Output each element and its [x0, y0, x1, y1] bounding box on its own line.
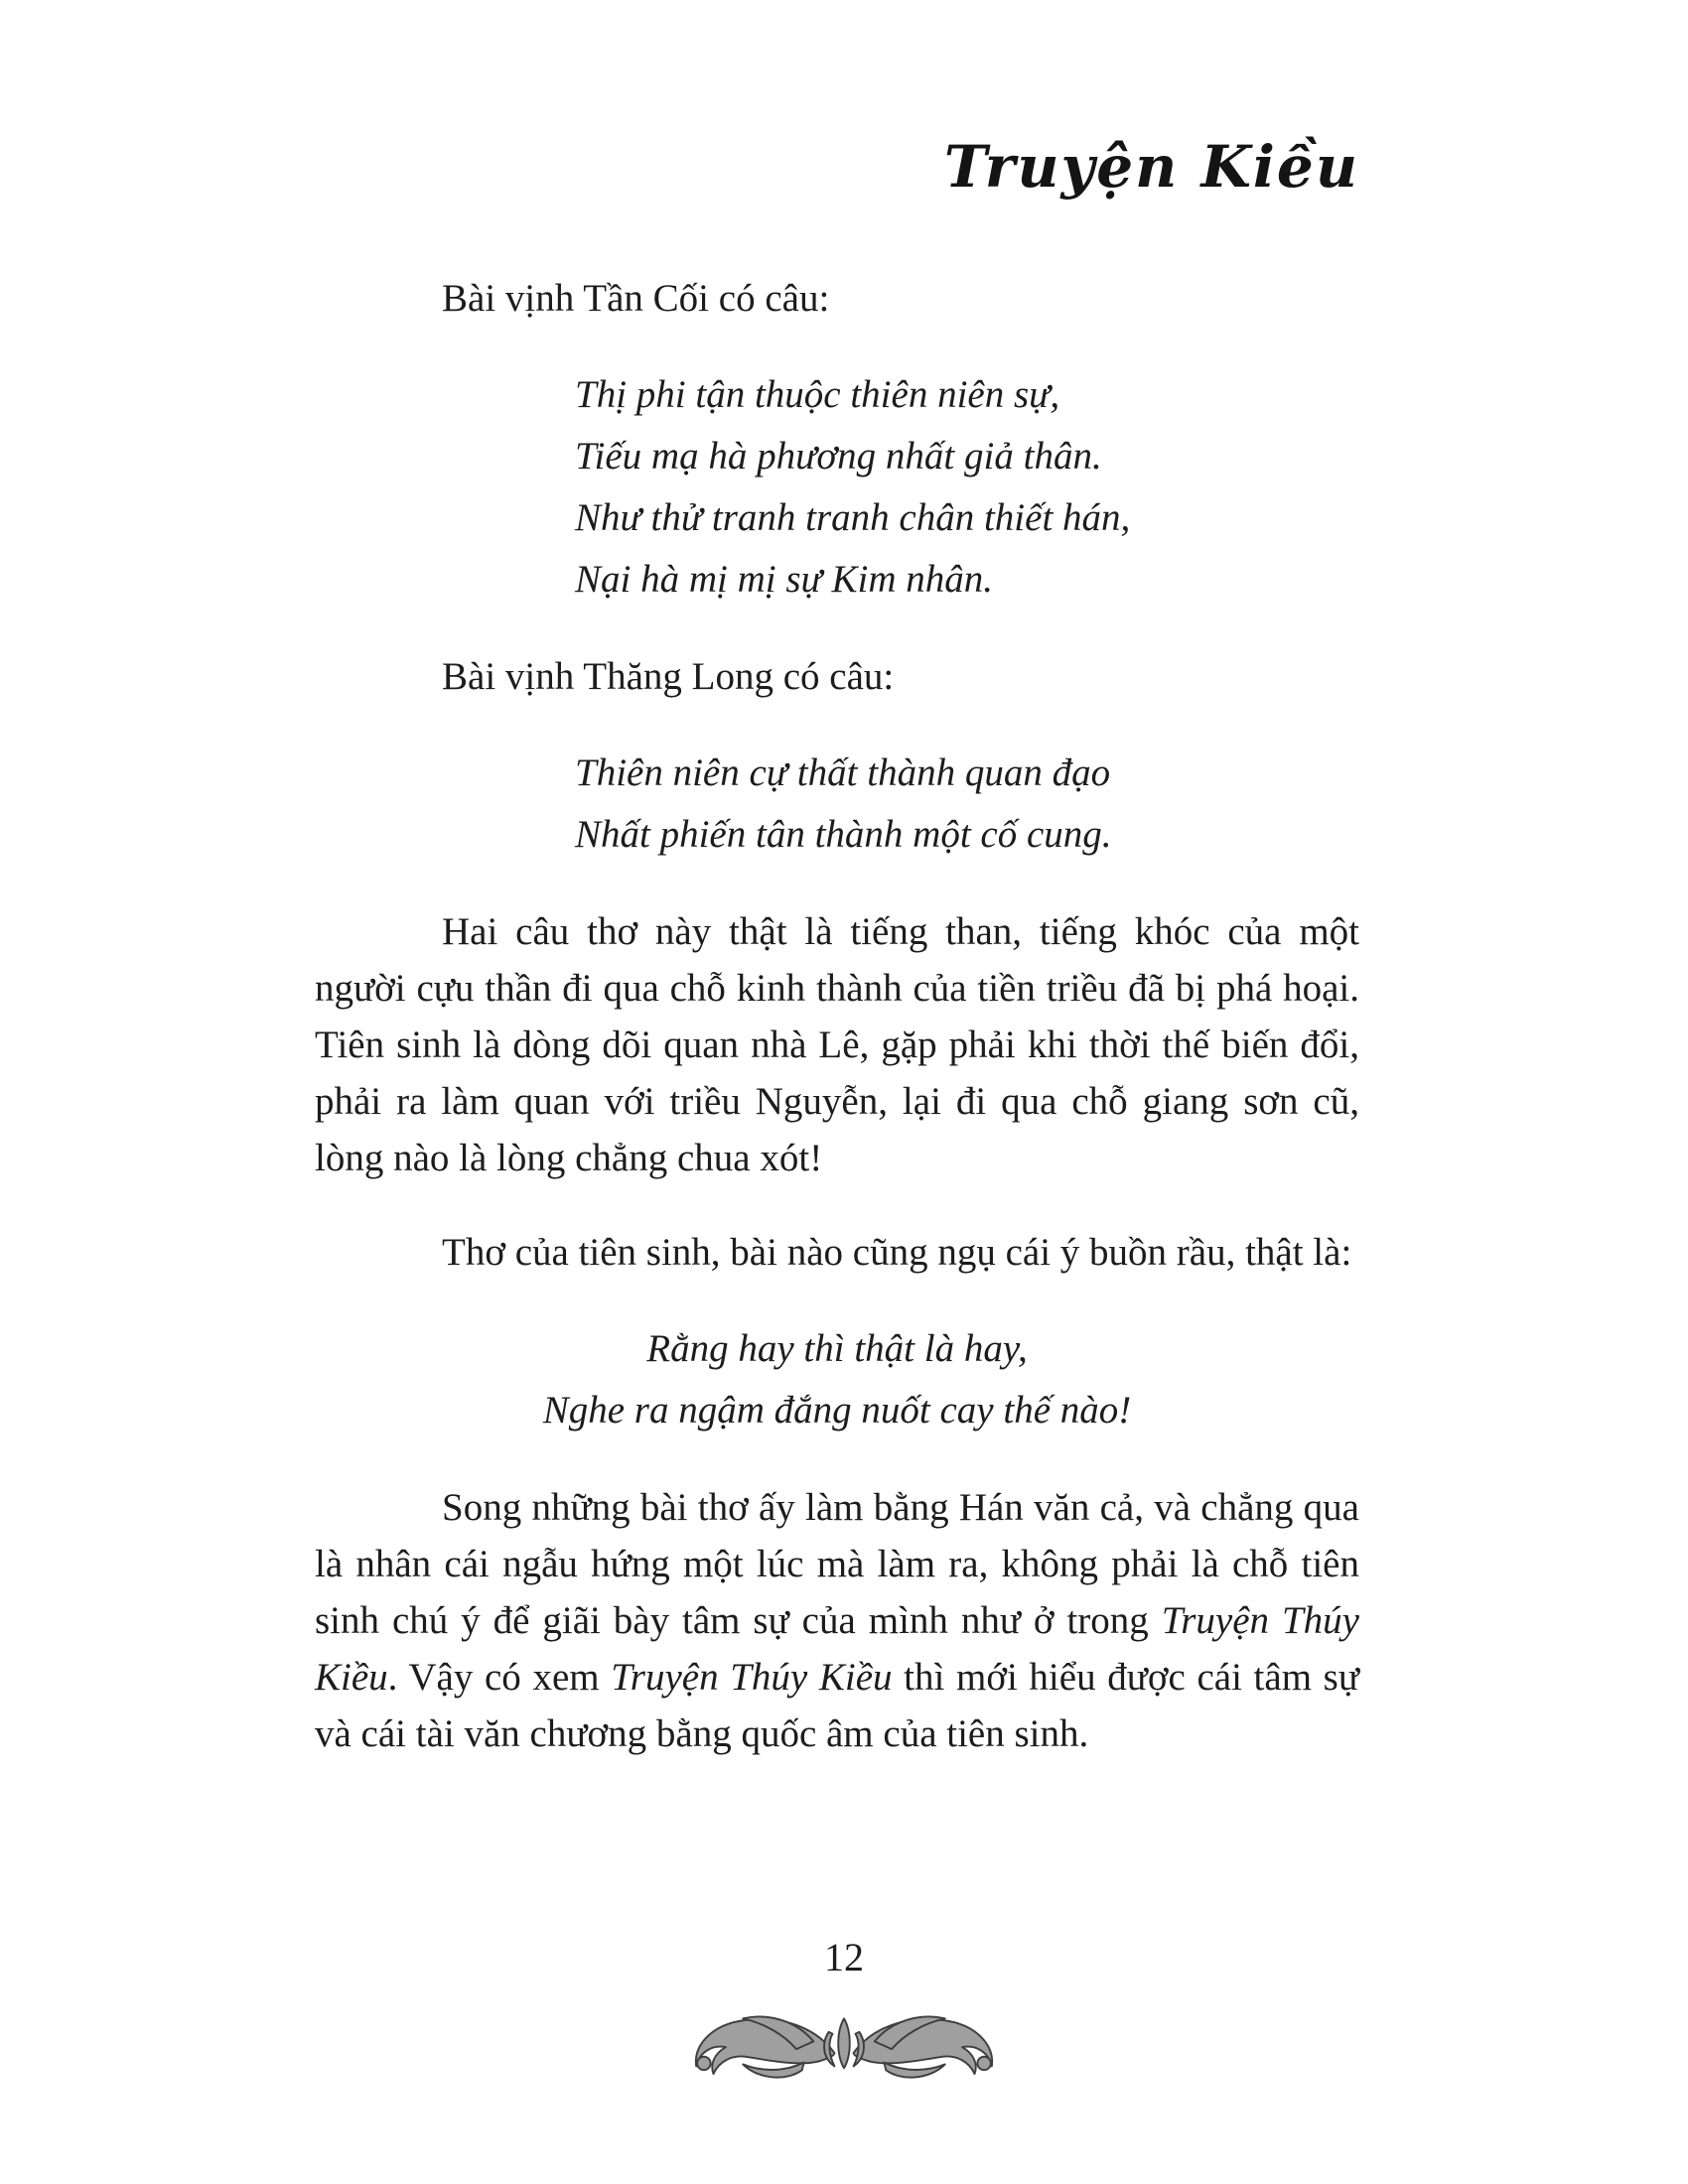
floral-ornament: [0, 2003, 1688, 2104]
poem-line: Thị phi tận thuộc thiên niên sự,: [575, 373, 1060, 416]
floral-flourish-icon: [680, 2003, 1008, 2099]
paragraph-tan-coi-intro: Bài vịnh Tần Cối có câu:: [442, 277, 830, 320]
poem-tan-coi: [575, 364, 1359, 611]
paragraph-thang-long-intro: Bài vịnh Thăng Long có câu:: [442, 655, 895, 698]
paragraph-tho-tien-sinh: Thơ của tiên sinh, bài nào cũng ngụ cái ý buồn rầu, thật là:: [442, 1231, 1352, 1274]
poem-line: Như thử tranh tranh chân thiết hán,: [575, 496, 1131, 539]
paragraph-commentary: Hai câu thơ này thật là tiếng than, tiếng khóc của một người cựu thần đi qua chỗ kinh thành của tiền triều đã bị phá hoại. Tiên sinh là dòng dõi quan nhà Lê, gặp phải khi thời thế biến đổi, phải ra làm quan với triều Nguyễn, lại đi qua chỗ giang sơn cũ, lòng nào là lòng chẳng chua xót!: [315, 910, 1359, 1179]
poem-thang-long: [575, 743, 1359, 866]
poem-line: Tiếu mạ hà phương nhất giả thân.: [575, 435, 1102, 478]
poem-line: Nghe ra ngậm đắng nuốt cay thế nào!: [542, 1389, 1132, 1432]
page-number: 12: [824, 1935, 864, 1979]
poem-line: Nhất phiến tân thành một cố cung.: [575, 813, 1112, 856]
running-head-title: Truyện Kiều: [943, 133, 1359, 201]
paragraph-song-nhung: Song những bài thơ ấy làm bằng Hán văn cả, và chẳng qua là nhân cái ngẫu hứng một lúc mà làm ra, không phải là chỗ tiên sinh chú ý để giãi bày tâm sự của mình như ở trong Truyện Thúy Kiều. Vậy có xem Truyện Thúy Kiều thì mới hiểu được cái tâm sự và cái tài văn chương bằng quốc âm của tiên sinh.: [315, 1486, 1359, 1755]
poem-rang-hay: [315, 1318, 1359, 1441]
page-content: [315, 129, 1359, 1800]
poem-line: Rằng hay thì thật là hay,: [646, 1327, 1028, 1370]
poem-line: Nại hà mị mị sự Kim nhân.: [575, 558, 994, 601]
poem-line: Thiên niên cự thất thành quan đạo: [575, 751, 1111, 794]
